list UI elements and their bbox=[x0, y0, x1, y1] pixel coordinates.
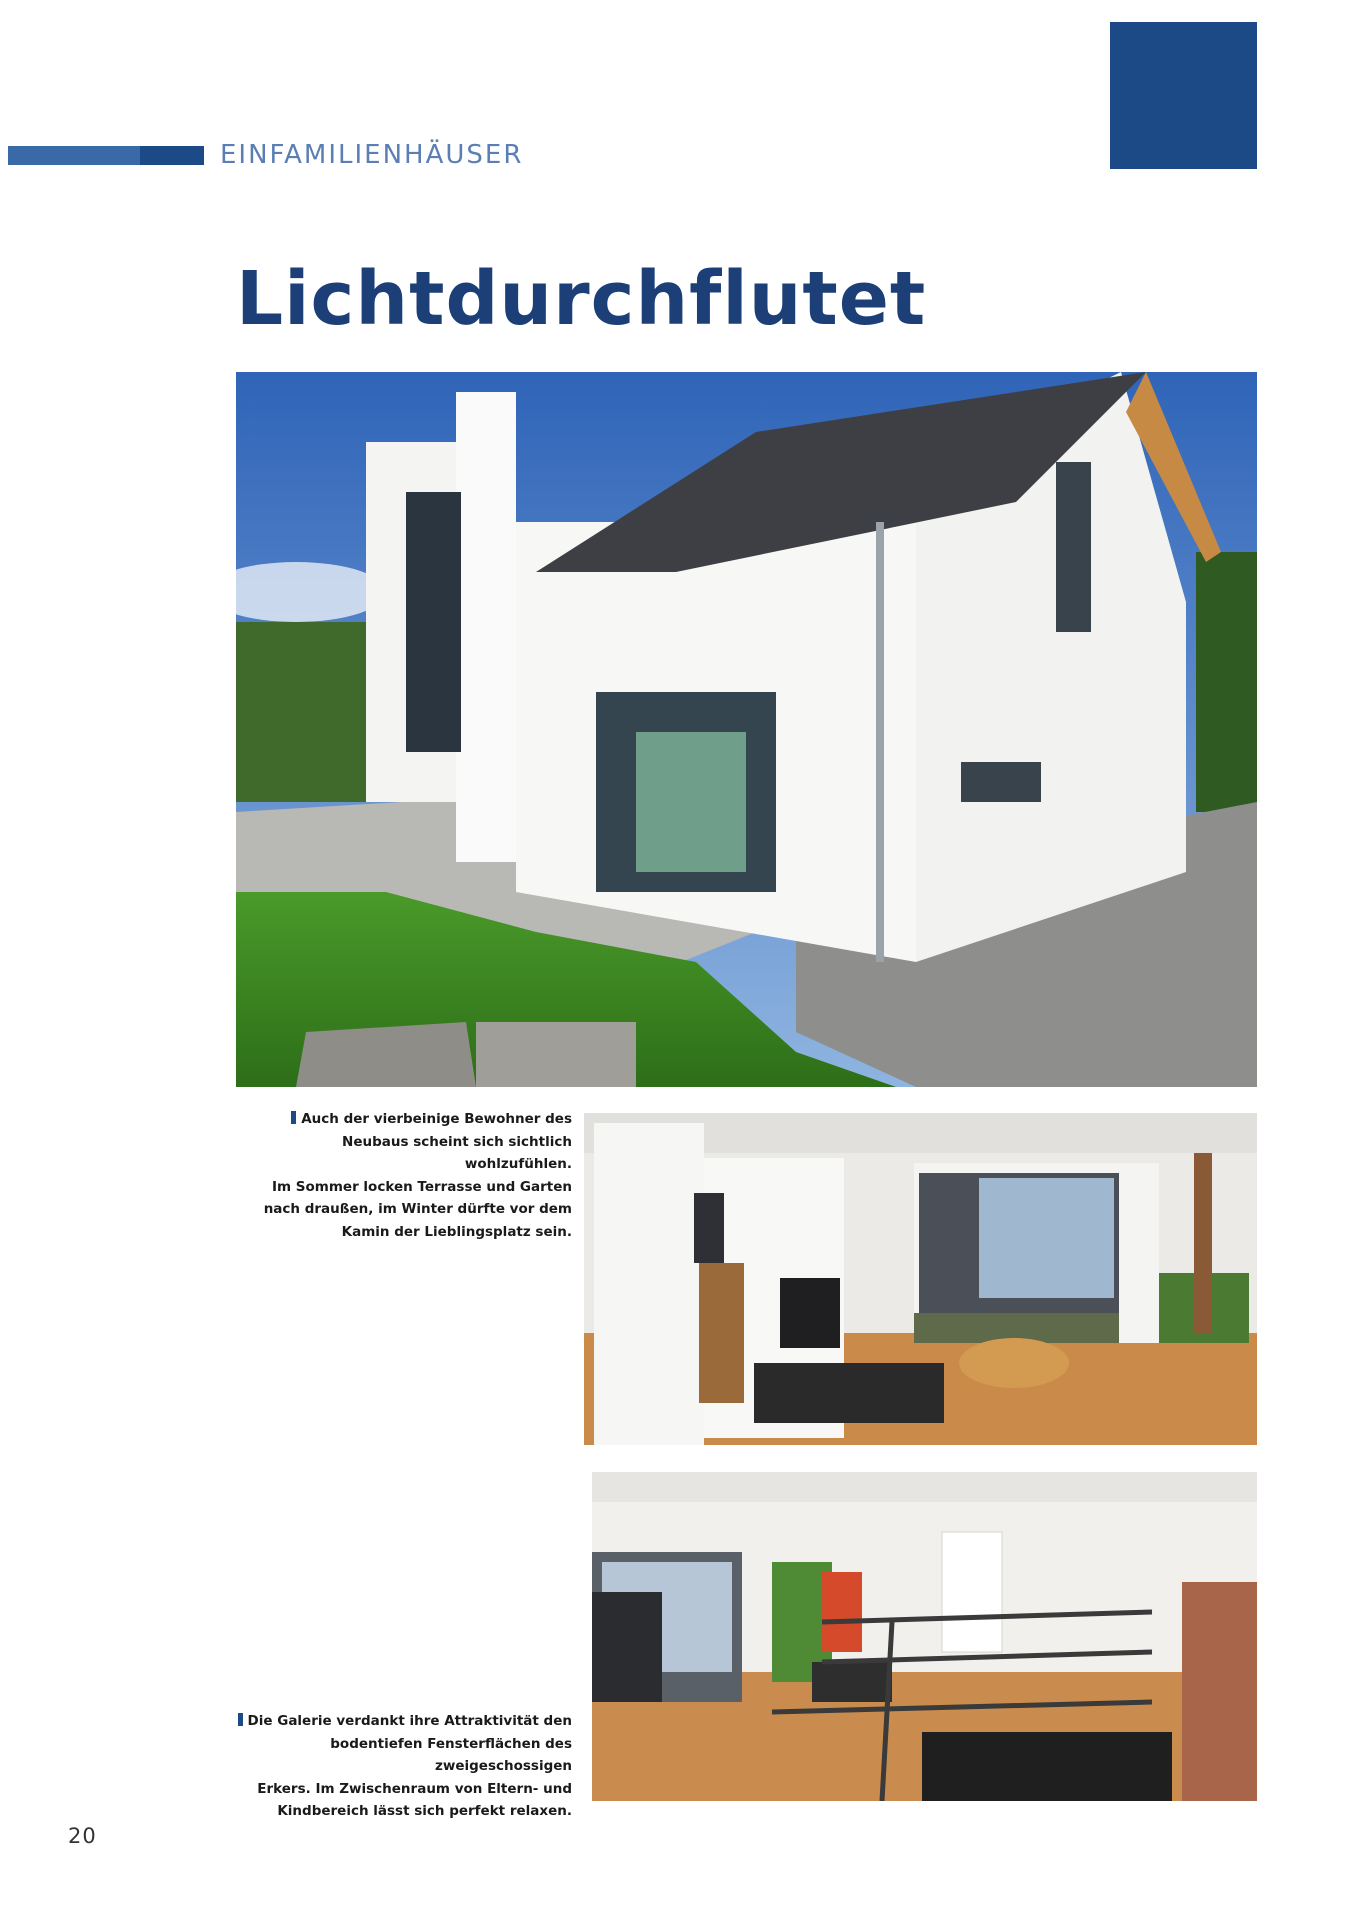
caption-line bbox=[190, 1710, 572, 1733]
caption-line: Erkers. Im Zwischenraum von Eltern- und bbox=[257, 1780, 572, 1797]
house-exterior-photo bbox=[236, 372, 1257, 1087]
gallery-interior-photo bbox=[592, 1472, 1257, 1801]
fireplace-interior-photo bbox=[584, 1113, 1257, 1445]
caption-line: bodentiefen Fensterflächen des zweigeschossigen bbox=[330, 1735, 572, 1774]
caption-marker bbox=[238, 1713, 243, 1726]
section-label: EINFAMILIENHÄUSER bbox=[220, 140, 524, 170]
caption-line: Kamin der Lieblingsplatz sein. bbox=[341, 1223, 572, 1240]
caption-line: nach draußen, im Winter dürfte vor dem bbox=[263, 1201, 572, 1217]
caption-text: Die Galerie verdankt ihre Attraktivität den bbox=[247, 1713, 572, 1729]
section-header-bar-highlight bbox=[8, 146, 140, 165]
page-number: 20 bbox=[68, 1824, 97, 1848]
corner-color-block bbox=[1110, 22, 1257, 169]
caption-line: Neubaus scheint sich sichtlich wohlzufühlen. bbox=[342, 1133, 572, 1172]
caption-line: Im Sommer locken Terrasse und Garten bbox=[272, 1178, 572, 1195]
caption-gallery bbox=[190, 1710, 572, 1823]
caption-line bbox=[236, 1108, 572, 1131]
article-title: Lichtdurchflutet bbox=[236, 256, 927, 342]
caption-dog bbox=[236, 1108, 572, 1243]
caption-text: Auch der vierbeinige Bewohner des bbox=[301, 1111, 572, 1127]
caption-line: Kindbereich lässt sich perfekt relaxen. bbox=[277, 1803, 572, 1819]
caption-marker bbox=[291, 1111, 296, 1124]
